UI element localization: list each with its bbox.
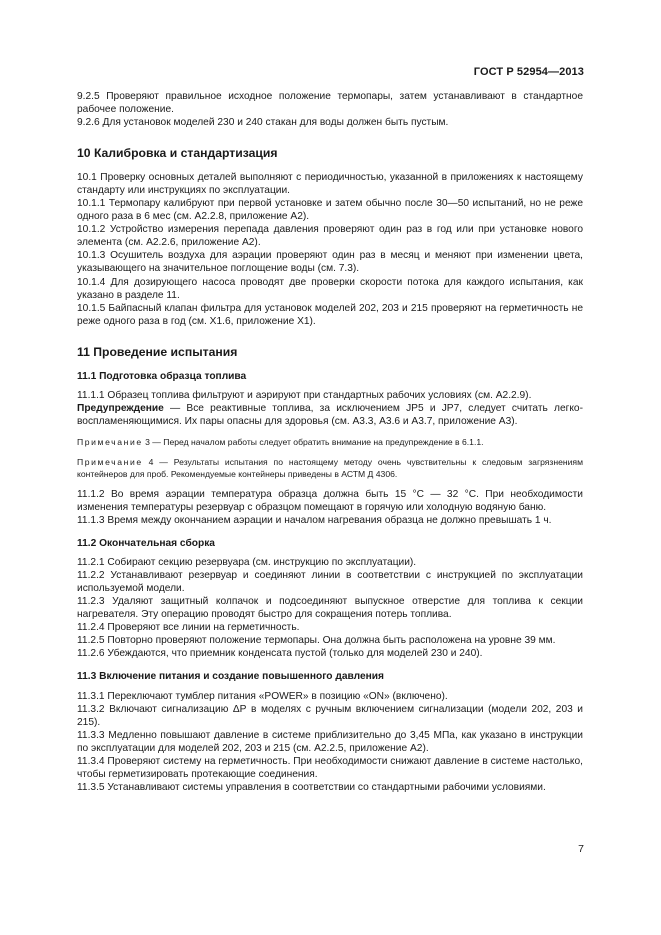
paragraph-11-2-2: 11.2.2 Устанавливают резервуар и соединяют линии в соответствии с инструкцией по эксплуатации используемой модели.	[77, 570, 583, 595]
paragraph-9-2-5: 9.2.5 Проверяют правильное исходное положение термопары, затем устанавливают в стандартное рабочее положение.	[77, 91, 583, 116]
page-content	[77, 90, 583, 794]
paragraph-11-2-5: 11.2.5 Повторно проверяют положение термопары. Она должна быть расположена на уровне 39 мм.	[77, 635, 556, 647]
note-4	[77, 456, 583, 480]
paragraph-11-3-5: 11.3.5 Устанавливают системы управления в соответствии со стандартными рабочими условиями.	[77, 781, 546, 793]
warning-text: — Все реактивные топлива, за исключением JP5 и JP7, следует считать легковоспламеняющимися. Их пары опасны для здоровья (см. А3.3, А3.6 и А3.7, приложение А3).	[77, 402, 583, 427]
note-4-text: 4 — Результаты испытания по настоящему методу очень чувствительны к следовым загрязнениям контейнеров для проб. Рекомендуемые контейнеры приведены в АСТМ Д 4306.	[77, 456, 583, 479]
subsection-11-1-heading: 11.1 Подготовка образца топлива	[77, 370, 247, 382]
paragraph-11-3-2: 11.3.2 Включают сигнализацию ΔР в моделях с ручным включением сигнализации (модели 202, 203 и 215).	[77, 703, 583, 728]
note-4-label: Примечание	[77, 456, 143, 467]
note-3-label: Примечание	[77, 436, 143, 447]
paragraph-9-2-6: 9.2.6 Для установок моделей 230 и 240 стакан для воды должен быть пустым.	[77, 117, 449, 129]
paragraph-11-2-4: 11.2.4 Проверяют все линии на герметичность.	[77, 622, 300, 634]
note-3-text: 3 — Перед началом работы следует обратить внимание на предупреждение в 6.1.1.	[142, 436, 484, 447]
page-number: 7	[578, 843, 584, 855]
paragraph-10-1-4: 10.1.4 Для дозирующего насоса проводят две проверки скорости потока для каждого испытания, как указано в разделе 11.	[77, 276, 583, 301]
paragraph-10-1-5: 10.1.5 Байпасный клапан фильтра для установок моделей 202, 203 и 215 проверяют на герметичность не реже одного раза в год (см. X1.6, приложение X1).	[77, 302, 583, 327]
paragraph-11-2-1: 11.2.1 Собирают секцию резервуара (см. инструкцию по эксплуатации).	[77, 557, 417, 569]
paragraph-11-1-1: 11.1.1 Образец топлива фильтруют и аэрируют при стандартных рабочих условиях (см. А2.2.9).	[77, 389, 532, 401]
paragraph-10-1-1: 10.1.1 Термопару калибруют при первой установке и затем обычно после 30—50 испытаний, но не реже одного раза в 6 мес (см. А2.2.8, приложение А2).	[77, 198, 583, 223]
paragraph-11-3-3: 11.3.3 Медленно повышают давление в системе приблизительно до 3,45 МПа, как указано в инструкции по эксплуатации для моделей 202, 203 и 215 (см. А2.2.5, приложение А2).	[77, 729, 583, 754]
paragraph-11-1-3: 11.1.3 Время между окончанием аэрации и началом нагревания образца не должно превышать 1 ч.	[77, 514, 552, 526]
paragraph-11-2-6: 11.2.6 Убеждаются, что приемник конденсата пустой (только для моделей 230 и 240).	[77, 648, 483, 660]
paragraph-11-3-1: 11.3.1 Переключают тумблер питания «POWER» в позицию «ON» (включено).	[77, 690, 448, 702]
warning-label: Предупреждение	[77, 402, 164, 414]
paragraph-11-3-4: 11.3.4 Проверяют систему на герметичность. При необходимости снижают давление в системе настолько, чтобы герметизировать протекающие соединения.	[77, 755, 583, 780]
paragraph-10-1-3: 10.1.3 Осушитель воздуха для аэрации проверяют один раз в месяц и меняют при изменении цвета, указывающего на значительное поглощение воды (см. 7.3).	[77, 250, 583, 275]
paragraph-10-1: 10.1 Проверку основных деталей выполняют с периодичностью, указанной в приложениях к настоящему стандарту или инструкциях по эксплуатации.	[77, 172, 583, 197]
subsection-11-3-heading: 11.3 Включение питания и создание повышенного давления	[77, 671, 384, 683]
paragraph-11-2-3: 11.2.3 Удаляют защитный колпачок и подсоединяют выпускное отверстие для топлива к секции нагревателя. Эту операцию проводят быстро для сокращения потерь топлива.	[77, 596, 583, 621]
standard-number: ГОСТ Р 52954—2013	[473, 66, 584, 78]
section-11-heading: 11 Проведение испытания	[77, 344, 238, 359]
note-3	[77, 436, 583, 448]
section-10-heading: 10 Калибровка и стандартизация	[77, 146, 278, 161]
subsection-11-2-heading: 11.2 Окончательная сборка	[77, 538, 215, 550]
warning-paragraph	[77, 402, 583, 428]
paragraph-10-1-2: 10.1.2 Устройство измерения перепада давления проверяют один раз в год или при установке нового элемента (см. А2.2.6, приложение А2).	[77, 224, 583, 249]
paragraph-11-1-2: 11.1.2 Во время аэрации температура образца должна быть 15 °С — 32 °С. При необходимости изменения температуры резервуар с образцом помещают в горячую или холодную водяную баню.	[77, 488, 583, 513]
